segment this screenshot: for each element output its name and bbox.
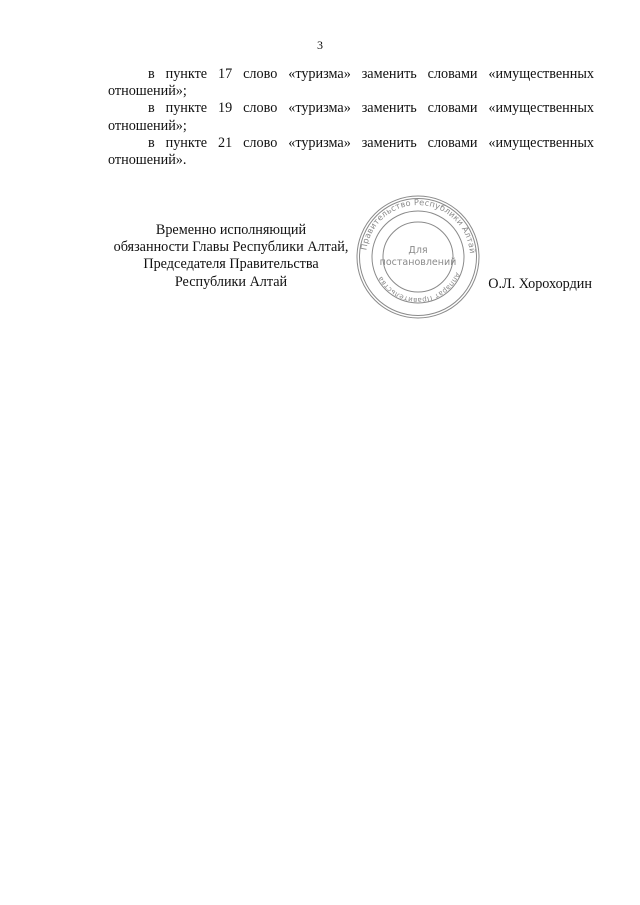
position-line: обязанности Главы Республики Алтай, (113, 239, 349, 256)
signatory-position (100, 222, 362, 291)
seal-center-line1: Для (408, 245, 428, 256)
official-seal (354, 193, 482, 321)
seal-inner-text: Аппарат Правительства (376, 271, 462, 305)
paragraph-item-19: в пункте 19 слово «туризма» заменить словами «имущественных отношений»; (108, 100, 594, 134)
paragraph-item-17: в пункте 17 слово «туризма» заменить словами «имущественных отношений»; (108, 66, 594, 100)
signer-name: О.Л. Хорохордин (488, 276, 592, 292)
position-line: Председателя Правительства (143, 256, 319, 273)
seal-center-line2: постановлений (379, 257, 457, 268)
document-body (108, 66, 594, 169)
seal-outer-text: Правительство Республики Алтай (358, 196, 478, 255)
page-number: 3 (317, 38, 323, 52)
paragraph-item-21: в пункте 21 слово «туризма» заменить словами «имущественных отношений». (108, 134, 594, 169)
position-line: Временно исполняющий (155, 222, 307, 238)
position-line: Республики Алтай (174, 273, 288, 290)
